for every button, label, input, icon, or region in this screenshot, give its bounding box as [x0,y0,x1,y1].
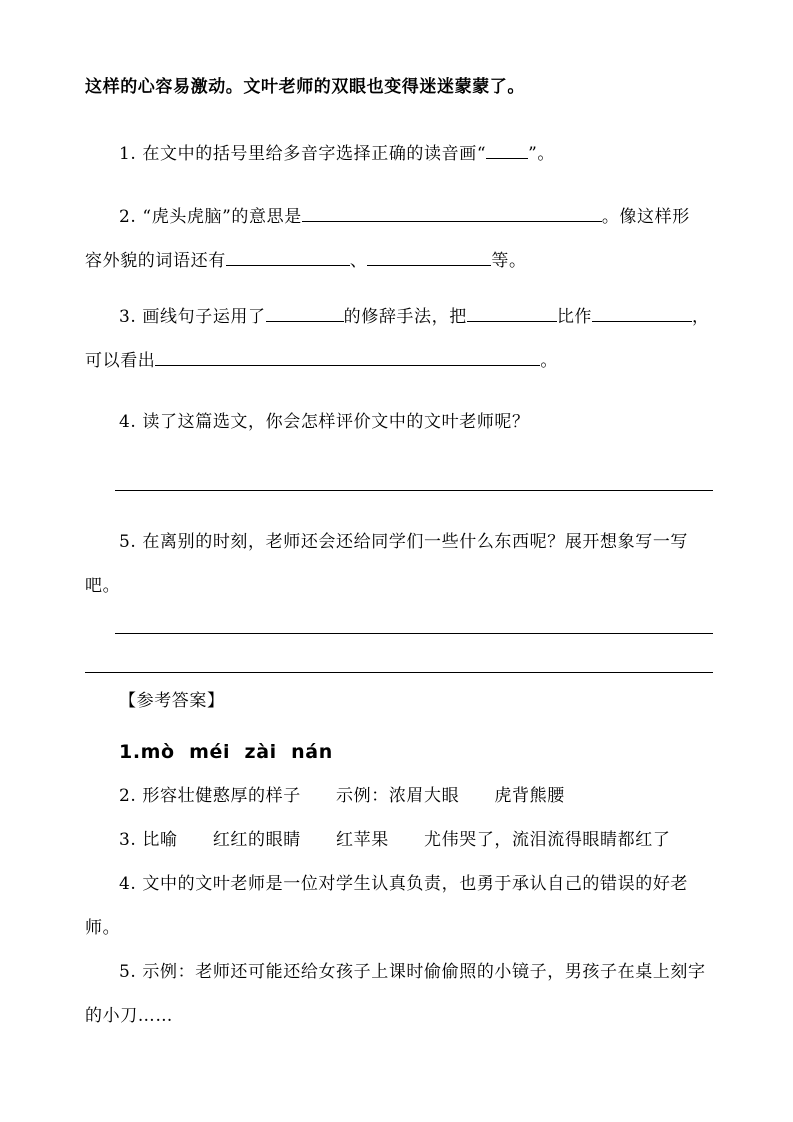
fill-in-blank[interactable] [592,307,692,322]
question-2 [85,195,713,283]
answer-5: 5. 示例：老师还可能还给女孩子上课时偷偷照的小镜子，男孩子在桌上刻字的小刀…… [85,962,706,1026]
question-text: 容外貌的词语还有 [85,251,226,271]
question-3-line-1 [85,295,713,339]
question-2-line-2 [85,239,713,283]
question-4-line-1 [85,400,713,444]
question-text: 4. 读了这篇选文，你会怎样评价文中的文叶老师呢？ [119,412,530,432]
question-1 [85,132,713,176]
answer-4: 4. 文中的文叶老师是一位对学生认真负责，也勇于承认自己的错误的好老师。 [85,874,689,938]
question-text: 比作 [556,307,593,327]
answer-3: 3. 比喻 红红的眼睛 红苹果 尤伟哭了，流泪流得眼睛都红了 [119,830,671,850]
question-text: 等。 [491,251,527,271]
question-text: ”。 [528,144,556,164]
answers-section [85,730,713,1038]
fill-in-blank[interactable] [486,144,528,159]
fill-in-blank[interactable] [367,251,491,266]
fill-in-blank[interactable] [467,307,557,322]
fill-in-blank[interactable] [266,307,344,322]
question-text: 5. 在离别的时刻，老师还会还给同学们一些什么东西呢？展开想象写一写 [119,532,689,552]
question-text: 、 [349,251,368,271]
question-5-line-2 [85,564,713,608]
question-text: ， [692,307,710,327]
question-text: 2. “虎头虎脑”的意思是 [119,207,302,227]
question-text: 的修辞手法，把 [343,307,467,327]
question-text: 3. 画线句子运用了 [119,307,266,327]
question-5 [85,520,713,634]
question-1-line-1 [85,132,713,176]
answer-writing-line[interactable] [115,633,713,634]
question-3 [85,295,713,383]
answer-2: 2. 形容壮健憨厚的样子 示例：浓眉大眼 虎背熊腰 [119,786,565,806]
question-4 [85,400,713,491]
fill-in-blank[interactable] [302,207,602,222]
answer-writing-line[interactable] [115,490,713,491]
question-2-line-1 [85,195,713,239]
answers-header: 【参考答案】 [119,691,225,711]
question-text: 可以看出 [85,351,156,371]
question-text: 吧。 [85,576,121,596]
fill-in-blank[interactable] [155,351,540,366]
fill-in-blank[interactable] [226,251,350,266]
question-5-line-1 [85,520,713,564]
question-text: 。 [540,351,559,371]
question-text: 。像这样形 [601,207,690,227]
question-3-line-2 [85,339,713,383]
answer-1: 1.mò méi zài nán [119,741,333,763]
passage-excerpt: 这样的心容易激动。文叶老师的双眼也变得迷迷蒙蒙了。 [85,77,525,97]
questions-section [85,132,713,634]
section-divider [85,672,713,673]
question-text: 1. 在文中的括号里给多音字选择正确的读音画“ [119,144,487,164]
